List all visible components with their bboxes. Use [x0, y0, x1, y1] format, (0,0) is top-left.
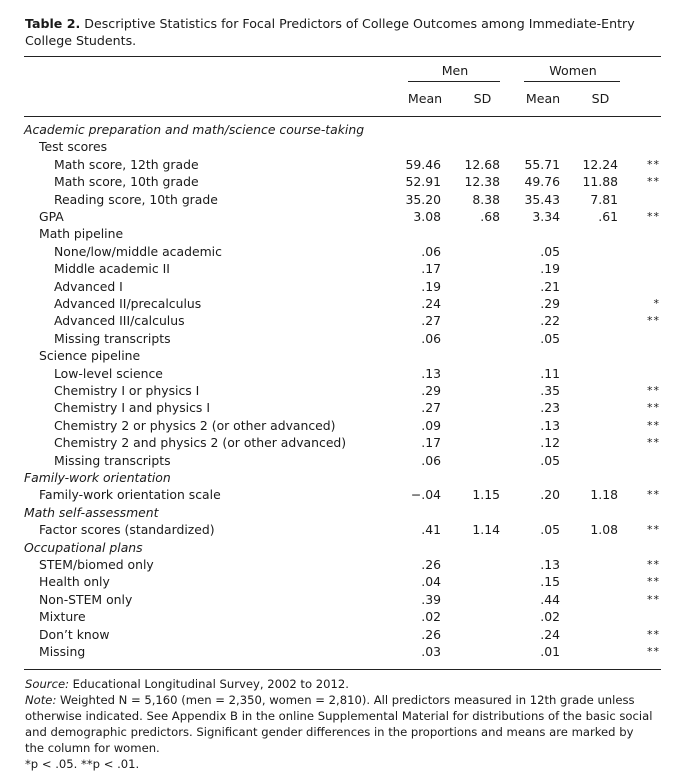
table-row [0, 365, 675, 382]
women-mean-cell: .05 [540, 243, 560, 259]
men-mean-cell: .24 [421, 296, 441, 311]
significance-marker: * [653, 297, 660, 310]
row-label: Chemistry 2 or physics 2 (or other advanced) [54, 417, 336, 433]
significance-marker: ** [647, 175, 660, 189]
men-mean-cell: 3.08 [413, 209, 441, 224]
row-label: Non-STEM only [39, 591, 133, 607]
table-row [0, 121, 675, 138]
significance-marker: ** [647, 575, 660, 589]
men-sd-cell: 12.68 [464, 156, 500, 172]
table-row [0, 260, 675, 277]
note-text: Weighted N = 5,160 (men = 2,350, women = 2,810). All predictors measured in 12th grade unless otherwise indicated. See Appendix B in the online Supplemental Material for distributions of the basic social and demographic predictors. Significant gender differences in the proportions and means are marked by the column for women. [25, 693, 653, 755]
men-group-header: Men [441, 63, 469, 78]
table-row [0, 504, 675, 521]
women-mean-cell: .13 [540, 417, 560, 433]
men-mean-cell: .41 [421, 522, 441, 538]
table-row [0, 486, 675, 503]
row-label: Missing transcripts [54, 330, 171, 346]
men-mean-cell: .17 [421, 261, 441, 277]
significance-marker: ** [647, 627, 660, 641]
table-row [0, 556, 675, 573]
table-row [0, 573, 675, 590]
row-label: Advanced III/calculus [54, 313, 185, 329]
men-mean-cell: .09 [421, 417, 441, 433]
women-group-underline [524, 81, 620, 82]
men-mean-cell: .39 [421, 591, 441, 607]
table-title: Descriptive Statistics for Focal Predictors of College Outcomes among Immediate-Entry College Students. [25, 16, 635, 48]
men-mean-cell: .06 [421, 330, 441, 346]
women-mean-cell: 49.76 [524, 174, 560, 190]
men-mean-cell: .26 [421, 626, 441, 642]
table-row [0, 452, 675, 469]
row-label: Science pipeline [39, 348, 141, 364]
table-row [0, 173, 675, 190]
table-row [0, 191, 675, 208]
women-mean-cell: .12 [540, 435, 560, 451]
table-row [0, 347, 675, 364]
men-mean-cell: .06 [421, 452, 441, 468]
men-sd-cell: 1.14 [472, 522, 500, 538]
women-mean-cell: .05 [540, 330, 560, 346]
row-label: Missing [39, 644, 86, 659]
men-mean-cell: 52.91 [405, 174, 441, 190]
men-sd-cell: .68 [480, 209, 500, 224]
men-sd-cell: 8.38 [472, 191, 500, 207]
men-mean-cell: 59.46 [405, 156, 441, 172]
table-label: Table 2. [25, 16, 81, 31]
men-sd-cell: 1.15 [472, 487, 500, 503]
source-note [25, 676, 655, 692]
men-mean-cell: .17 [421, 435, 441, 451]
significance-marker: ** [647, 401, 660, 415]
table-row [0, 591, 675, 608]
men-mean-cell: −.04 [410, 487, 441, 503]
row-label: GPA [39, 209, 64, 224]
table-row [0, 138, 675, 155]
women-sd-cell: .61 [598, 209, 618, 224]
row-label: Math self-assessment [24, 504, 159, 520]
men-mean-cell: .27 [421, 400, 441, 416]
women-mean-cell: .44 [540, 591, 560, 607]
men-mean-cell: .26 [421, 557, 441, 572]
men-sd-header: SD [473, 91, 492, 106]
significance-marker: ** [647, 314, 660, 328]
row-label: Reading score, 10th grade [54, 191, 218, 207]
table-row [0, 208, 675, 225]
row-label: Family-work orientation [24, 470, 171, 485]
men-mean-cell: .13 [421, 365, 441, 381]
row-label: Mixture [39, 609, 86, 625]
row-label: Health only [39, 574, 110, 590]
table-row [0, 312, 675, 329]
table-row [0, 382, 675, 399]
row-label: Chemistry 2 and physics 2 (or other advanced) [54, 435, 347, 451]
significance-note: *p < .05. **p < .01. [25, 757, 140, 771]
significance-marker: ** [647, 384, 660, 397]
women-mean-cell: 55.71 [524, 156, 560, 172]
men-sd-cell: 12.38 [464, 174, 500, 190]
men-mean-cell: .02 [421, 609, 441, 625]
table-row [0, 608, 675, 625]
men-mean-cell: .03 [421, 644, 441, 659]
women-mean-cell: .02 [540, 609, 560, 625]
women-mean-cell: .11 [540, 365, 560, 381]
men-group-underline [408, 81, 500, 82]
significance-marker: ** [647, 645, 660, 658]
women-mean-header: Mean [525, 91, 561, 106]
women-mean-cell: .13 [540, 557, 560, 572]
row-label: STEM/biomed only [39, 557, 154, 572]
source-text: Educational Longitudinal Survey, 2002 to 2012. [72, 677, 349, 691]
table-row [0, 417, 675, 434]
table-row [0, 225, 675, 242]
women-sd-cell: 11.88 [582, 174, 618, 190]
row-label: Test scores [39, 139, 108, 155]
row-label: Family-work orientation scale [39, 487, 221, 503]
women-mean-cell: .05 [540, 522, 560, 538]
table-row [0, 278, 675, 295]
men-mean-cell: .29 [421, 383, 441, 398]
significance-marker: ** [647, 157, 660, 171]
significance-marker: ** [647, 592, 660, 606]
women-mean-cell: .19 [540, 261, 560, 277]
row-label: Advanced I [54, 278, 123, 294]
note-label: Note: [25, 693, 57, 707]
table-row [0, 469, 675, 486]
women-sd-cell: 1.18 [590, 487, 618, 503]
men-mean-cell: .04 [421, 574, 441, 590]
men-mean-cell: 35.20 [405, 191, 441, 207]
women-mean-cell: .35 [540, 383, 560, 398]
header-rule [24, 116, 661, 117]
table-row [0, 643, 675, 660]
women-mean-cell: .15 [540, 574, 560, 590]
row-label: Math pipeline [39, 226, 124, 242]
table-row [0, 295, 675, 312]
significance-marker: ** [647, 418, 660, 432]
row-label: Missing transcripts [54, 452, 171, 468]
significance-marker: ** [647, 523, 660, 537]
women-mean-cell: .20 [540, 487, 560, 503]
women-sd-cell: 12.24 [582, 156, 618, 172]
table-row [0, 156, 675, 173]
significance-marker: ** [647, 488, 660, 502]
women-mean-cell: 35.43 [524, 191, 560, 207]
women-mean-cell: .21 [540, 278, 560, 294]
table-caption [25, 15, 655, 49]
women-mean-cell: .01 [540, 644, 560, 659]
row-label: Don’t know [39, 626, 110, 642]
table-row [0, 243, 675, 260]
row-label: Math score, 12th grade [54, 156, 199, 172]
table-row [0, 539, 675, 556]
women-sd-header: SD [591, 91, 610, 106]
row-label: Chemistry I and physics I [54, 400, 210, 416]
women-mean-cell: .05 [540, 452, 560, 468]
men-mean-cell: .06 [421, 243, 441, 259]
bottom-rule [24, 669, 661, 670]
women-mean-cell: 3.34 [532, 209, 560, 224]
men-mean-header: Mean [407, 91, 443, 106]
significance-marker: ** [647, 558, 660, 571]
row-label: Factor scores (standardized) [39, 522, 215, 538]
row-label: Low-level science [54, 365, 163, 381]
table-row [0, 626, 675, 643]
row-label: None/low/middle academic [54, 243, 222, 259]
women-mean-cell: .29 [540, 296, 560, 311]
women-sd-cell: 7.81 [590, 191, 618, 207]
table-notes [25, 676, 655, 772]
men-mean-cell: .27 [421, 313, 441, 329]
top-rule [24, 56, 661, 57]
significance-marker: ** [647, 436, 660, 450]
women-mean-cell: .22 [540, 313, 560, 329]
row-label: Chemistry I or physics I [54, 383, 200, 398]
table-row [0, 434, 675, 451]
table-row [0, 399, 675, 416]
women-mean-cell: .24 [540, 626, 560, 642]
table-row [0, 330, 675, 347]
row-label: Occupational plans [24, 539, 143, 555]
table-row [0, 521, 675, 538]
women-group-header: Women [549, 63, 597, 78]
women-mean-cell: .23 [540, 400, 560, 416]
men-mean-cell: .19 [421, 278, 441, 294]
row-label: Advanced II/precalculus [54, 296, 202, 311]
general-note [25, 692, 655, 756]
row-label: Academic preparation and math/science course-taking [24, 122, 365, 137]
row-label: Math score, 10th grade [54, 174, 199, 190]
source-label: Source: [25, 677, 69, 691]
women-sd-cell: 1.08 [590, 522, 618, 538]
significance-marker: ** [647, 210, 660, 223]
row-label: Middle academic II [54, 261, 170, 277]
